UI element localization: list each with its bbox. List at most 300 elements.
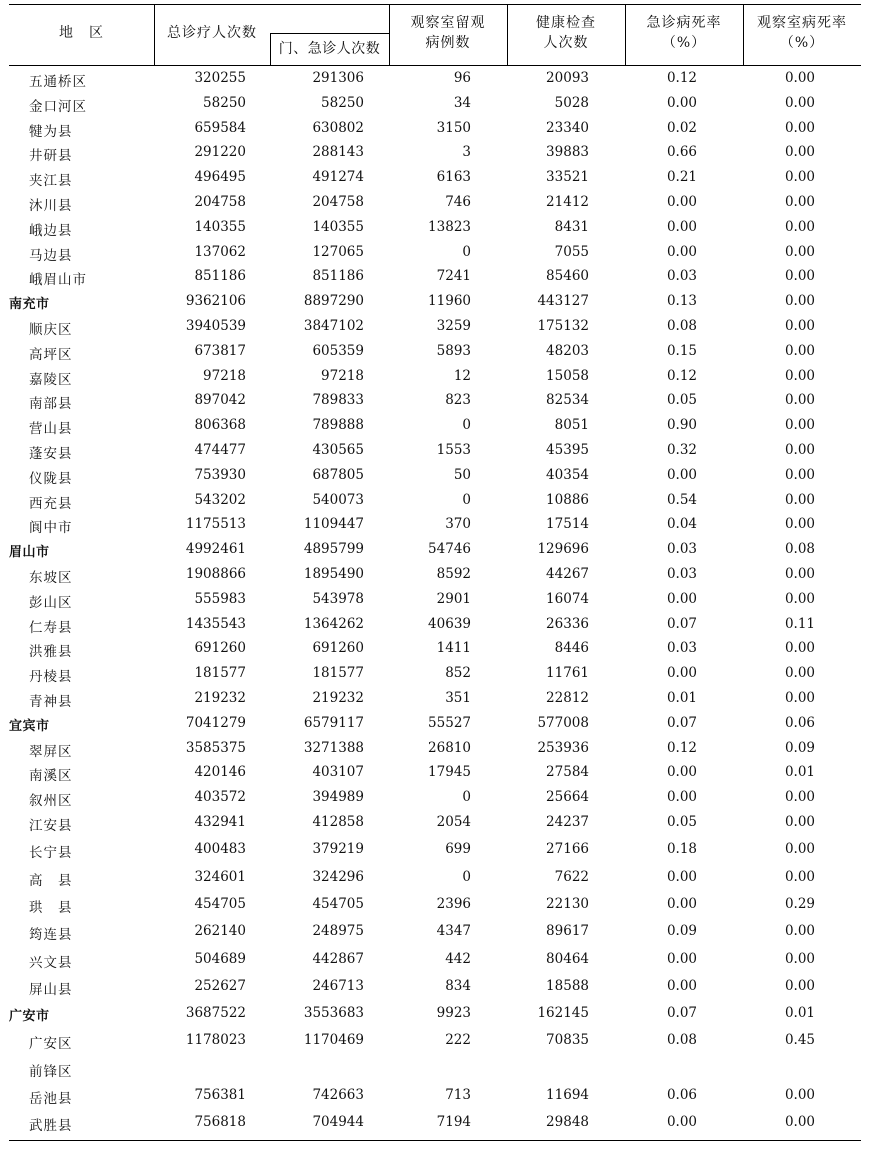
region-cell: 丹棱县 [29,669,73,686]
region-cell: 顺庆区 [29,322,73,338]
total-visits-cell: 3940539 [185,318,246,334]
total-visits-cell: 1908866 [185,566,246,582]
outpatient-visits-cell: 543978 [312,590,364,607]
er-death-rate-cell: 0.90 [666,417,697,434]
outpatient-visits-cell: 412858 [312,814,364,830]
total-visits-cell: 9362106 [185,293,246,310]
region-cell: 马边县 [29,247,73,264]
table-row [9,192,861,216]
health-check-cell: 20093 [546,70,589,86]
region-cell: 彭山区 [29,594,73,611]
obs-death-rate-cell: 0.00 [784,950,815,967]
table-row [9,638,861,662]
er-death-rate-cell: 0.00 [666,466,697,483]
table-bottom-rule [9,1140,861,1141]
health-check-cell: 18588 [546,977,589,994]
observation-cases-cell: 442 [445,950,471,967]
header-health-check-line1: 健康检查 [536,15,596,31]
total-visits-cell: 897042 [194,392,246,409]
table-row [9,894,861,918]
obs-death-rate-cell: 0.00 [784,1087,815,1103]
er-death-rate-cell: 0.06 [666,1087,697,1103]
observation-cases-cell: 54746 [428,541,471,558]
region-cell: 江安县 [29,818,73,834]
total-visits-cell: 140355 [194,218,246,235]
obs-death-rate-cell: 0.00 [784,868,815,885]
outpatient-visits-cell: 324296 [312,868,364,885]
er-death-rate-cell: 0.07 [666,615,697,632]
outpatient-visits-cell: 630802 [312,119,364,136]
total-visits-cell: 806368 [194,417,246,434]
observation-cases-cell: 13823 [428,218,471,235]
table-row [9,242,861,266]
total-visits-cell: 1175513 [185,516,246,533]
total-visits-cell: 474477 [194,442,246,458]
observation-cases-cell: 0 [462,789,471,806]
obs-death-rate-cell: 0.08 [784,541,815,558]
table-row [9,93,861,117]
health-check-cell: 27584 [546,764,589,781]
total-visits-cell: 320255 [194,70,246,86]
outpatient-visits-cell: 442867 [312,950,364,967]
obs-death-rate-cell: 0.00 [784,194,815,210]
er-death-rate-cell: 0.05 [666,392,697,409]
outpatient-visits-cell: 181577 [312,665,364,682]
health-check-cell: 8446 [554,640,589,657]
health-check-cell: 7622 [554,868,589,885]
outpatient-visits-cell: 851186 [312,268,364,285]
observation-cases-cell: 1411 [436,640,471,657]
health-check-cell: 5028 [554,94,589,111]
total-visits-cell: 851186 [194,268,246,285]
observation-cases-cell: 11960 [428,293,471,310]
outpatient-visits-cell: 403107 [312,764,364,781]
er-death-rate-cell: 0.05 [666,814,697,830]
header-outpatient-visits: 门、急诊人次数 [278,41,381,57]
obs-death-rate-cell: 0.00 [784,841,815,858]
observation-cases-cell: 222 [445,1032,471,1049]
table-row [9,589,861,613]
health-check-cell: 85460 [546,268,589,285]
er-death-rate-cell: 0.03 [666,541,697,558]
health-check-cell: 129696 [537,541,589,558]
region-cell: 高 县 [29,872,73,889]
health-check-cell: 253936 [537,739,589,756]
health-check-cell: 24237 [546,814,589,830]
total-visits-cell: 1435543 [185,615,246,632]
table-row [9,1085,861,1109]
health-check-cell: 48203 [546,342,589,359]
outpatient-visits-cell: 691260 [312,640,364,657]
region-cell: 长宁县 [29,845,73,862]
table-row [9,839,861,863]
obs-death-rate-cell: 0.00 [784,814,815,830]
er-death-rate-cell: 0.00 [666,868,697,885]
table-row [9,167,861,191]
health-check-cell: 25664 [546,789,589,806]
obs-death-rate-cell: 0.00 [784,218,815,235]
total-visits-cell: 324601 [194,868,246,885]
obs-death-rate-cell: 0.00 [784,491,815,508]
er-death-rate-cell: 0.00 [666,590,697,607]
observation-cases-cell: 12 [453,367,471,384]
observation-cases-cell: 0 [462,417,471,434]
region-cell: 仪陇县 [29,470,73,487]
region-cell: 东坡区 [29,570,73,586]
observation-cases-cell: 351 [445,690,471,706]
observation-cases-cell: 8592 [436,566,471,582]
health-check-cell: 40354 [546,466,589,483]
obs-death-rate-cell: 0.45 [784,1032,815,1049]
observation-cases-cell: 5893 [436,342,471,359]
total-visits-cell: 3687522 [185,1005,246,1022]
er-death-rate-cell: 0.12 [666,367,697,384]
region-cell: 前锋区 [29,1063,73,1080]
table-row [9,266,861,290]
observation-cases-cell: 3150 [436,119,471,136]
table-row [9,415,861,439]
table-row-city [9,1003,861,1027]
obs-death-rate-cell: 0.00 [784,566,815,582]
obs-death-rate-cell: 0.00 [784,392,815,409]
table-row [9,217,861,241]
er-death-rate-cell: 0.18 [666,841,697,858]
obs-death-rate-cell: 0.29 [784,895,815,912]
obs-death-rate-cell: 0.09 [784,739,815,756]
observation-cases-cell: 713 [445,1087,471,1103]
region-cell: 五通桥区 [29,74,87,90]
table-row [9,762,861,786]
outpatient-visits-cell: 687805 [312,466,364,483]
health-check-cell: 82534 [546,392,589,409]
table-row [9,688,861,712]
obs-death-rate-cell: 0.00 [784,318,815,334]
total-visits-cell: 291220 [194,144,246,161]
er-death-rate-cell: 0.07 [666,714,697,731]
total-visits-cell: 756381 [194,1087,246,1103]
er-death-rate-cell: 0.66 [666,144,697,161]
health-check-cell: 27166 [546,841,589,858]
region-cell: 仁寿县 [29,619,73,636]
er-death-rate-cell: 0.32 [666,442,697,458]
obs-death-rate-cell: 0.00 [784,516,815,533]
observation-cases-cell: 3259 [436,318,471,334]
total-visits-cell: 252627 [194,977,246,994]
health-check-cell: 15058 [546,367,589,384]
er-death-rate-cell: 0.54 [666,491,697,508]
table-row [9,118,861,142]
header-obs-death-rate-line1: 观察室病死率 [757,15,847,31]
table-row [9,465,861,489]
observation-cases-cell: 17945 [428,764,471,781]
region-cell: 眉山市 [9,545,50,561]
table-row [9,1030,861,1054]
er-death-rate-cell: 0.13 [666,293,697,310]
obs-death-rate-cell: 0.06 [784,714,815,731]
health-check-cell: 7055 [554,243,589,260]
health-check-cell: 11761 [546,665,589,682]
total-visits-cell: 432941 [194,814,246,830]
er-death-rate-cell: 0.00 [666,950,697,967]
outpatient-visits-cell: 3553683 [303,1005,364,1022]
outpatient-visits-cell: 454705 [312,895,364,912]
outpatient-visits-cell: 789833 [312,392,364,409]
total-visits-cell: 219232 [194,690,246,706]
total-visits-cell: 97218 [203,367,246,384]
outpatient-visits-cell: 58250 [321,94,364,111]
total-visits-cell: 204758 [194,194,246,210]
region-cell: 犍为县 [29,123,73,140]
outpatient-visits-cell: 8897290 [303,293,364,310]
region-cell: 峨眉山市 [29,272,87,289]
region-cell: 嘉陵区 [29,371,73,388]
obs-death-rate-cell: 0.00 [784,417,815,434]
region-cell: 南溪区 [29,768,73,785]
observation-cases-cell: 96 [453,70,471,86]
table-top-rule [9,4,861,5]
table-row [9,614,861,638]
region-cell: 广安区 [29,1036,73,1053]
header-health-check-line2: 人次数 [543,35,589,51]
er-death-rate-cell: 0.03 [666,640,697,657]
total-visits-cell: 504689 [194,950,246,967]
region-cell: 南充市 [9,297,50,313]
header-er-death-rate-line1: 急诊病死率 [646,15,722,31]
er-death-rate-cell: 0.03 [666,566,697,582]
health-check-cell: 577008 [537,714,589,731]
header-total-visits: 总诊疗人次数 [167,25,257,41]
outpatient-visits-cell: 540073 [312,491,364,508]
header-bottom-rule [9,65,861,66]
table-row [9,142,861,166]
total-visits-cell: 3585375 [185,739,246,756]
table-row [9,366,861,390]
er-death-rate-cell: 0.00 [666,895,697,912]
observation-cases-cell: 40639 [428,615,471,632]
health-check-cell: 17514 [546,516,589,533]
er-death-rate-cell: 0.00 [666,218,697,235]
observation-cases-cell: 55527 [428,714,471,731]
region-cell: 沐川县 [29,198,73,214]
observation-cases-cell: 852 [445,665,471,682]
outpatient-visits-cell: 394989 [312,789,364,806]
table-row [9,514,861,538]
total-visits-cell: 753930 [194,466,246,483]
observation-cases-cell: 699 [445,841,471,858]
region-cell: 翠屏区 [29,743,73,760]
health-check-cell: 33521 [546,169,589,186]
observation-cases-cell: 0 [462,491,471,508]
region-cell: 叙州区 [29,793,73,810]
obs-death-rate-cell: 0.00 [784,243,815,260]
table-row [9,738,861,762]
er-death-rate-cell: 0.00 [666,1114,697,1131]
outpatient-visits-cell: 204758 [312,194,364,210]
outpatient-visits-cell: 3847102 [303,318,364,334]
total-visits-cell: 543202 [194,491,246,508]
observation-cases-cell: 7194 [436,1114,471,1131]
er-death-rate-cell: 0.00 [666,977,697,994]
obs-death-rate-cell: 0.00 [784,977,815,994]
obs-death-rate-cell: 0.00 [784,70,815,86]
outpatient-visits-cell: 704944 [312,1114,364,1131]
outpatient-visits-cell: 248975 [312,923,364,940]
total-visits-cell: 673817 [194,342,246,359]
observation-cases-cell: 2396 [436,895,471,912]
table-row [9,949,861,973]
header-observation-line2: 病例数 [425,35,471,51]
er-death-rate-cell: 0.08 [666,1032,697,1049]
observation-cases-cell: 370 [445,516,471,533]
total-visits-cell: 403572 [194,789,246,806]
observation-cases-cell: 834 [445,977,471,994]
health-check-cell: 26336 [546,615,589,632]
total-visits-cell: 756818 [194,1114,246,1131]
outpatient-visits-cell: 140355 [312,218,364,235]
outpatient-visits-cell: 379219 [312,841,364,858]
outpatient-visits-cell: 288143 [312,144,364,161]
outpatient-visits-cell: 1364262 [303,615,364,632]
er-death-rate-cell: 0.15 [666,342,697,359]
table-row [9,921,861,945]
er-death-rate-cell: 0.04 [666,516,697,533]
outpatient-visits-cell: 4895799 [303,541,364,558]
obs-death-rate-cell: 0.00 [784,94,815,111]
er-death-rate-cell: 0.00 [666,94,697,111]
er-death-rate-cell: 0.21 [666,169,697,186]
outpatient-visits-cell: 219232 [312,690,364,706]
total-visits-cell: 454705 [194,895,246,912]
header-er-death-rate-line2: （%） [661,35,707,51]
obs-death-rate-cell: 0.11 [784,615,815,632]
table-row [9,787,861,811]
region-cell: 岳池县 [29,1091,73,1107]
outpatient-visits-cell: 1109447 [303,516,364,533]
observation-cases-cell: 823 [445,392,471,409]
region-cell: 营山县 [29,421,73,438]
total-visits-cell: 262140 [194,923,246,940]
outpatient-visits-cell: 742663 [312,1087,364,1103]
outpatient-visits-cell: 291306 [312,70,364,86]
obs-death-rate-cell: 0.01 [784,1005,815,1022]
er-death-rate-cell: 0.12 [666,739,697,756]
obs-death-rate-cell: 0.00 [784,665,815,682]
er-death-rate-cell: 0.01 [666,690,697,706]
header-region: 地 区 [59,25,104,41]
observation-cases-cell: 0 [462,243,471,260]
table-row [9,976,861,1000]
region-cell: 屏山县 [29,981,73,998]
observation-cases-cell: 9923 [436,1005,471,1022]
obs-death-rate-cell: 0.00 [784,789,815,806]
outpatient-visits-cell: 1895490 [303,566,364,582]
obs-death-rate-cell: 0.00 [784,466,815,483]
total-visits-cell: 4992461 [185,541,246,558]
region-cell: 筠连县 [29,927,73,944]
total-visits-cell: 400483 [194,841,246,858]
er-death-rate-cell: 0.00 [666,194,697,210]
region-cell: 武胜县 [29,1118,73,1135]
health-check-cell: 39883 [546,144,589,161]
table-row [9,68,861,92]
total-visits-cell: 181577 [194,665,246,682]
region-cell: 洪雅县 [29,644,73,661]
table-row [9,341,861,365]
region-cell: 夹江县 [29,173,73,190]
er-death-rate-cell: 0.08 [666,318,697,334]
table-row [9,564,861,588]
outpatient-visits-cell: 6579117 [303,714,364,731]
health-check-cell: 89617 [546,923,589,940]
table-row [9,812,861,836]
obs-death-rate-cell: 0.00 [784,590,815,607]
er-death-rate-cell: 0.12 [666,70,697,86]
obs-death-rate-cell: 0.00 [784,268,815,285]
obs-death-rate-cell: 0.00 [784,1114,815,1131]
table-row [9,390,861,414]
region-cell: 蓬安县 [29,446,73,462]
region-cell: 峨边县 [29,222,73,239]
er-death-rate-cell: 0.09 [666,923,697,940]
obs-death-rate-cell: 0.00 [784,342,815,359]
observation-cases-cell: 50 [453,466,471,483]
er-death-rate-cell: 0.00 [666,665,697,682]
er-death-rate-cell: 0.00 [666,764,697,781]
table-row-city [9,539,861,563]
health-check-cell: 8431 [554,218,589,235]
obs-death-rate-cell: 0.00 [784,690,815,706]
observation-cases-cell: 1553 [436,442,471,458]
obs-death-rate-cell: 0.00 [784,169,815,186]
outpatient-visits-cell: 246713 [312,977,364,994]
total-visits-cell: 7041279 [185,714,246,731]
observation-cases-cell: 2901 [436,590,471,607]
er-death-rate-cell: 0.03 [666,268,697,285]
outpatient-visits-cell: 1170469 [303,1032,364,1049]
observation-cases-cell: 34 [453,94,471,111]
outpatient-visits-cell: 3271388 [303,739,364,756]
obs-death-rate-cell: 0.00 [784,367,815,384]
observation-cases-cell: 6163 [436,169,471,186]
total-visits-cell: 659584 [194,119,246,136]
table-row [9,440,861,464]
er-death-rate-cell: 0.00 [666,789,697,806]
table-row [9,1058,861,1082]
observation-cases-cell: 4347 [436,923,471,940]
observation-cases-cell: 0 [462,868,471,885]
table-row [9,316,861,340]
obs-death-rate-cell: 0.00 [784,442,815,458]
observation-cases-cell: 3 [462,144,471,161]
total-visits-cell: 555983 [194,590,246,607]
table-row-city [9,291,861,315]
table-row-city [9,713,861,737]
health-check-cell: 45395 [546,442,589,458]
er-death-rate-cell: 0.07 [666,1005,697,1022]
region-cell: 西充县 [29,495,73,512]
total-visits-cell: 496495 [194,169,246,186]
health-check-cell: 44267 [546,566,589,582]
health-check-cell: 175132 [537,318,589,334]
total-visits-cell: 1178023 [185,1032,246,1049]
health-check-cell: 443127 [537,293,589,310]
health-check-cell: 10886 [546,491,589,508]
outpatient-visits-cell: 97218 [321,367,364,384]
region-cell: 青神县 [29,694,73,710]
health-check-cell: 21412 [546,194,589,210]
obs-death-rate-cell: 0.00 [784,293,815,310]
subheader-rule [270,33,389,34]
